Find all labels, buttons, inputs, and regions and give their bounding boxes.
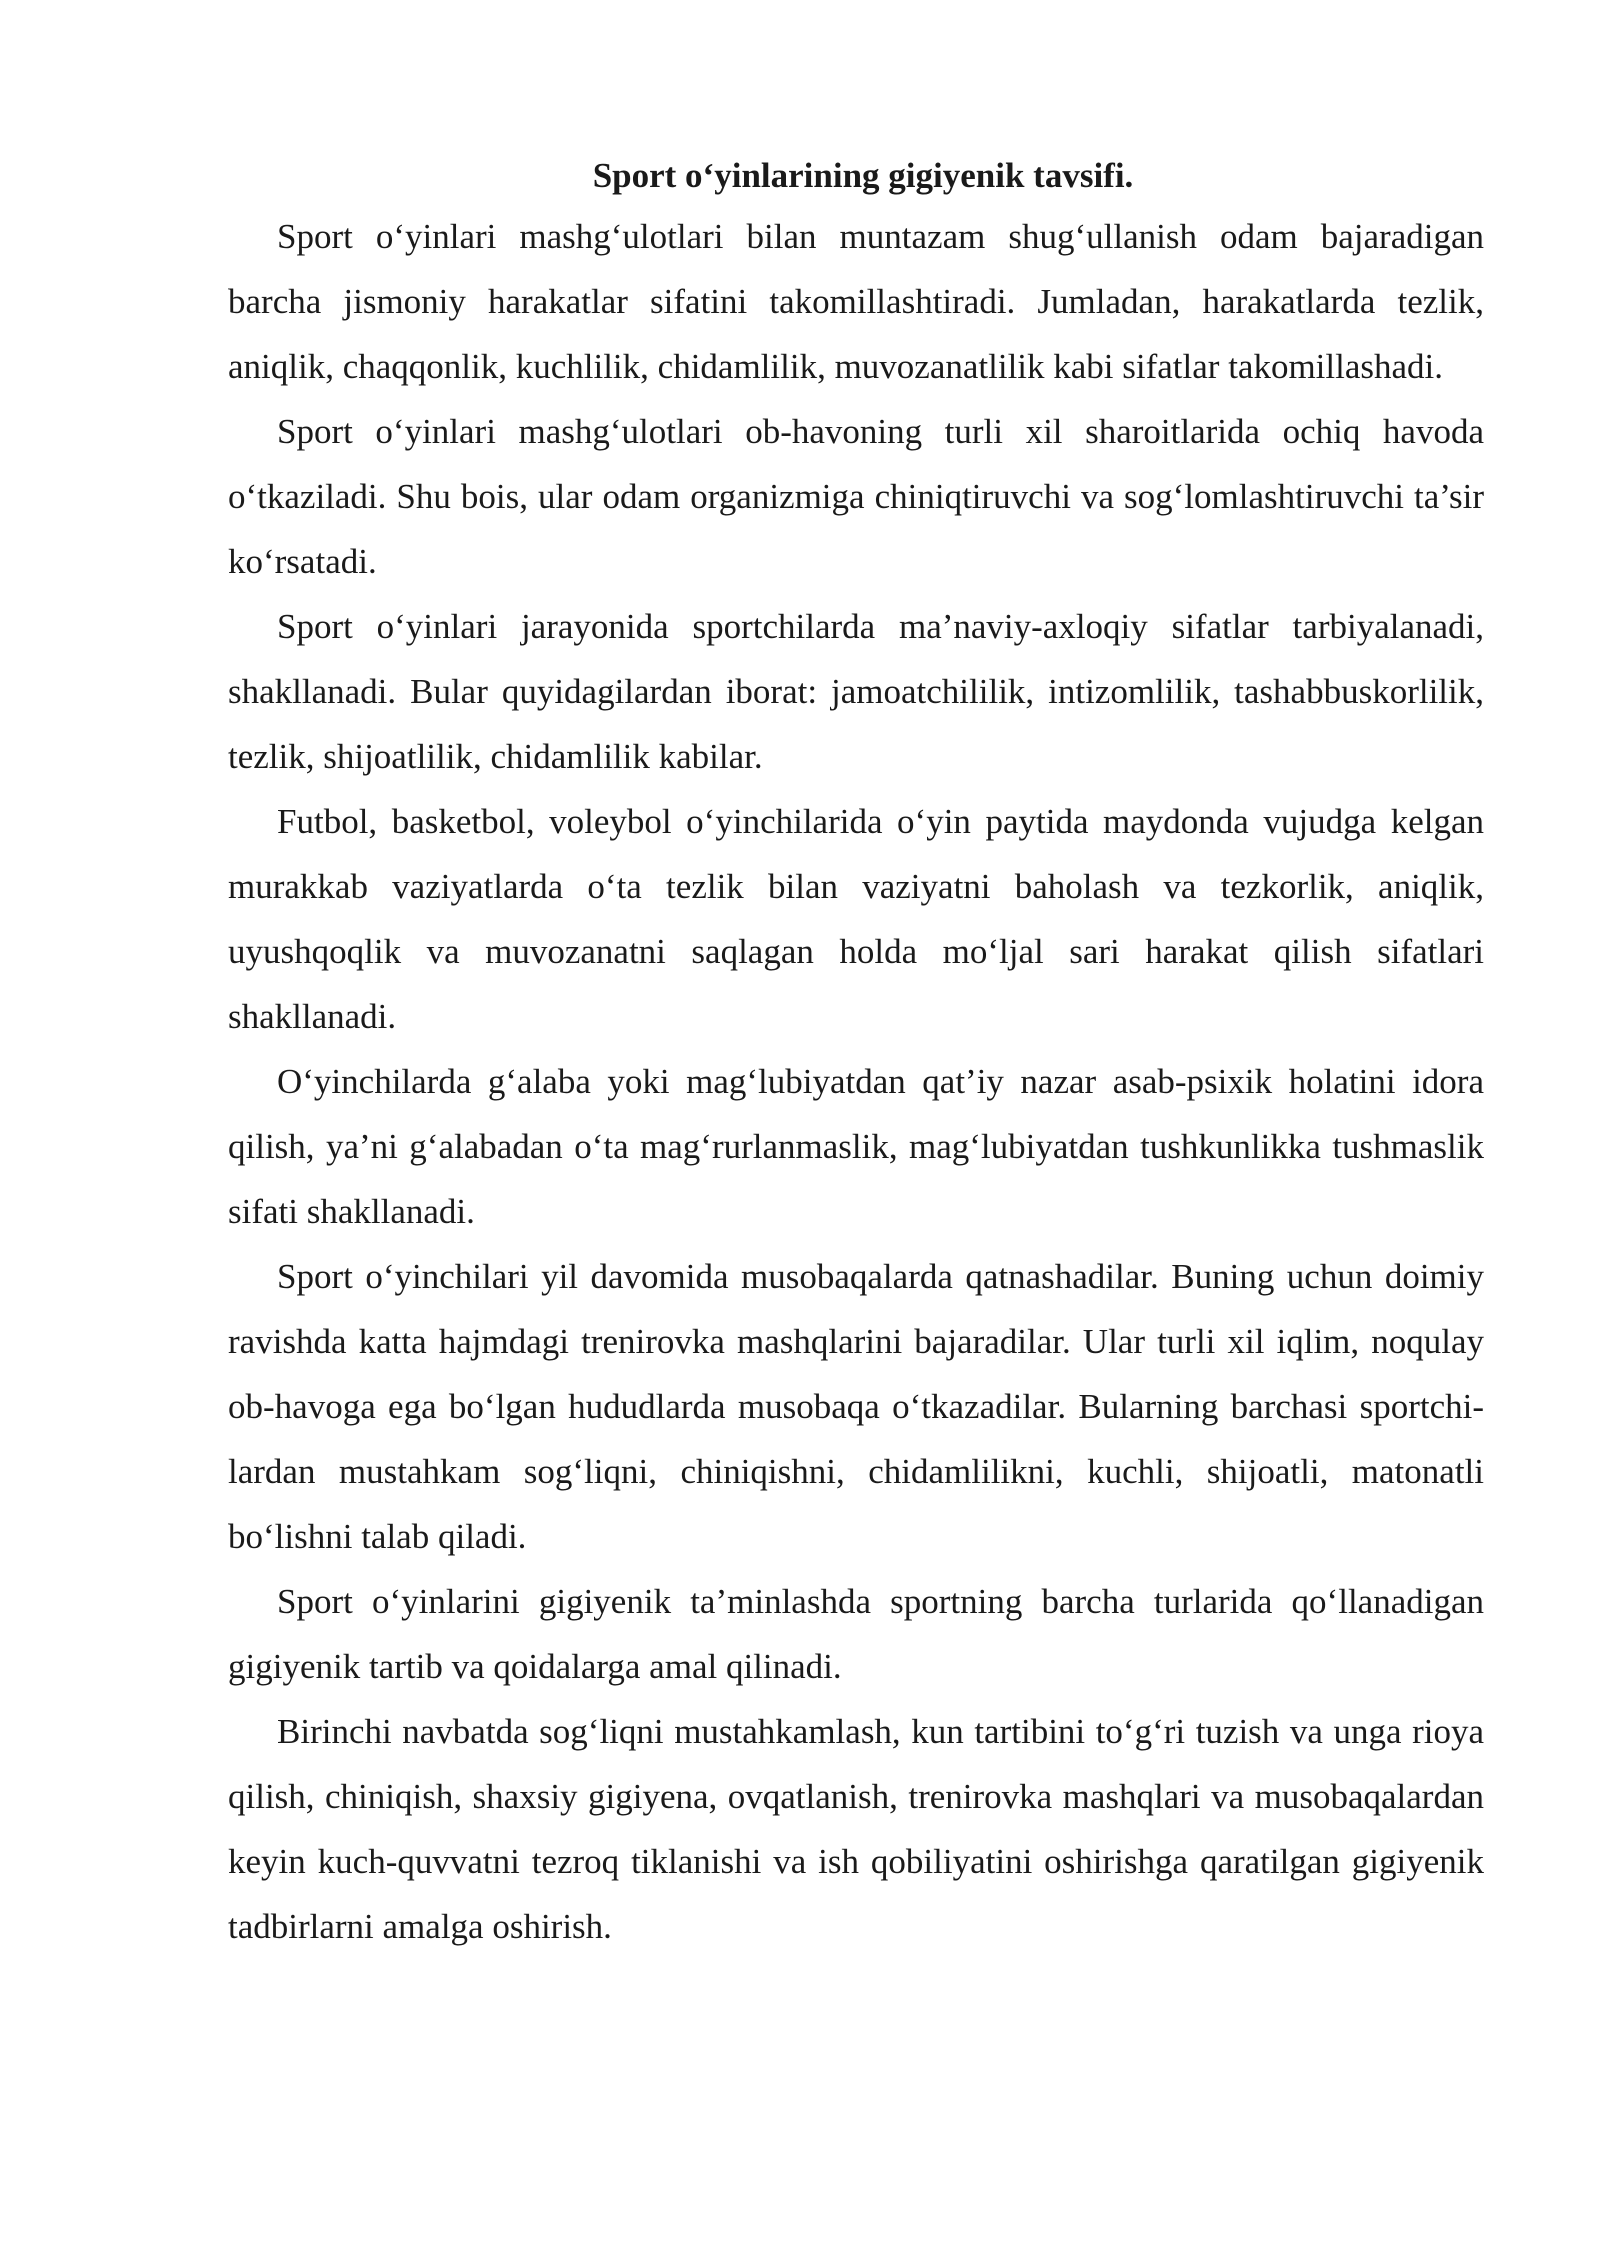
paragraph-2: Sport o‘yinlari mashg‘ulotlari ob-havoning turli xil sharoitlarida ochiq havoda o‘tkaziladi. Shu bois, ular odam organizmiga chiniqtiruvchi va sog‘lomlashtiruvchi ta’sir ko‘rsatadi. bbox=[228, 412, 1484, 581]
paragraph-5: O‘yinchilarda g‘alaba yoki mag‘lubiyatdan qat’iy nazar asab-psixik holatini idora qilish, ya’ni g‘alabadan o‘ta mag‘rurlanmaslik, mag‘lubiyatdan tushkunlikka tushmaslik sifati shakllanadi. bbox=[228, 1062, 1484, 1231]
paragraph-7: Sport o‘yinlarini gigiyenik ta’minlashda sportning barcha turlarida qo‘llanadigan gigiyenik tartib va qoidalarga amal qilinadi. bbox=[228, 1582, 1484, 1686]
paragraph-6: Sport o‘yinchilari yil davomida musobaqalarda qatnashadilar. Buning uchun doimiy ravishda katta hajmdagi trenirovka mashqlarini bajaradilar. Ular turli xil iqlim, noqulay ob-havoga ega bo‘lgan hududlarda musobaqa o‘tkazadilar. Bularning barchasi sportchi-lardan mustahkam sog‘liqni, chiniqishni, chidamlilikni, kuchli, shijoatli, matonatli bo‘lishni talab qiladi. bbox=[228, 1257, 1484, 1556]
paragraph-8: Birinchi navbatda sog‘liqni mustahkamlash, kun tartibini to‘g‘ri tuzish va unga rioya qilish, chiniqish, shaxsiy gigiyena, ovqatlanish, trenirovka mashqlari va musobaqalardan keyin kuch-quvvatni tezroq tiklanishi va ish qobiliyatini oshirishga qaratilgan gigiyenik tadbirlarni amalga oshirish. bbox=[228, 1712, 1484, 1946]
paragraph-4: Futbol, basketbol, voleybol o‘yinchilarida o‘yin paytida maydonda vujudga kelgan murakkab vaziyatlarda o‘ta tezlik bilan vaziyatni baholash va tezkorlik, aniqlik, uyushqoqlik va muvozanatni saqlagan holda mo‘ljal sari harakat qilish sifatlari shakllanadi. bbox=[228, 802, 1484, 1036]
document-body bbox=[228, 148, 1484, 1959]
paragraph-3: Sport o‘yinlari jarayonida sportchilarda ma’naviy-axloqiy sifatlar tarbiyalanadi, shakllanadi. Bular quyidagilardan iborat: jamoatchililik, intizomlilik, tashabbuskorlilik, tezlik, shijoatlilik, chidamlilik kabilar. bbox=[228, 607, 1484, 776]
paragraph-1: Sport o‘yinlari mashg‘ulotlari bilan muntazam shug‘ullanish odam bajaradigan barcha jismoniy harakatlar sifatini takomillashtiradi. Jumladan, harakatlarda tezlik, aniqlik, chaqqonlik, kuchlilik, chidamlilik, muvozanatlilik kabi sifatlar takomillashadi. bbox=[228, 217, 1484, 386]
document-title: Sport o‘yinlarining gigiyenik tavsifi. bbox=[592, 156, 1134, 195]
